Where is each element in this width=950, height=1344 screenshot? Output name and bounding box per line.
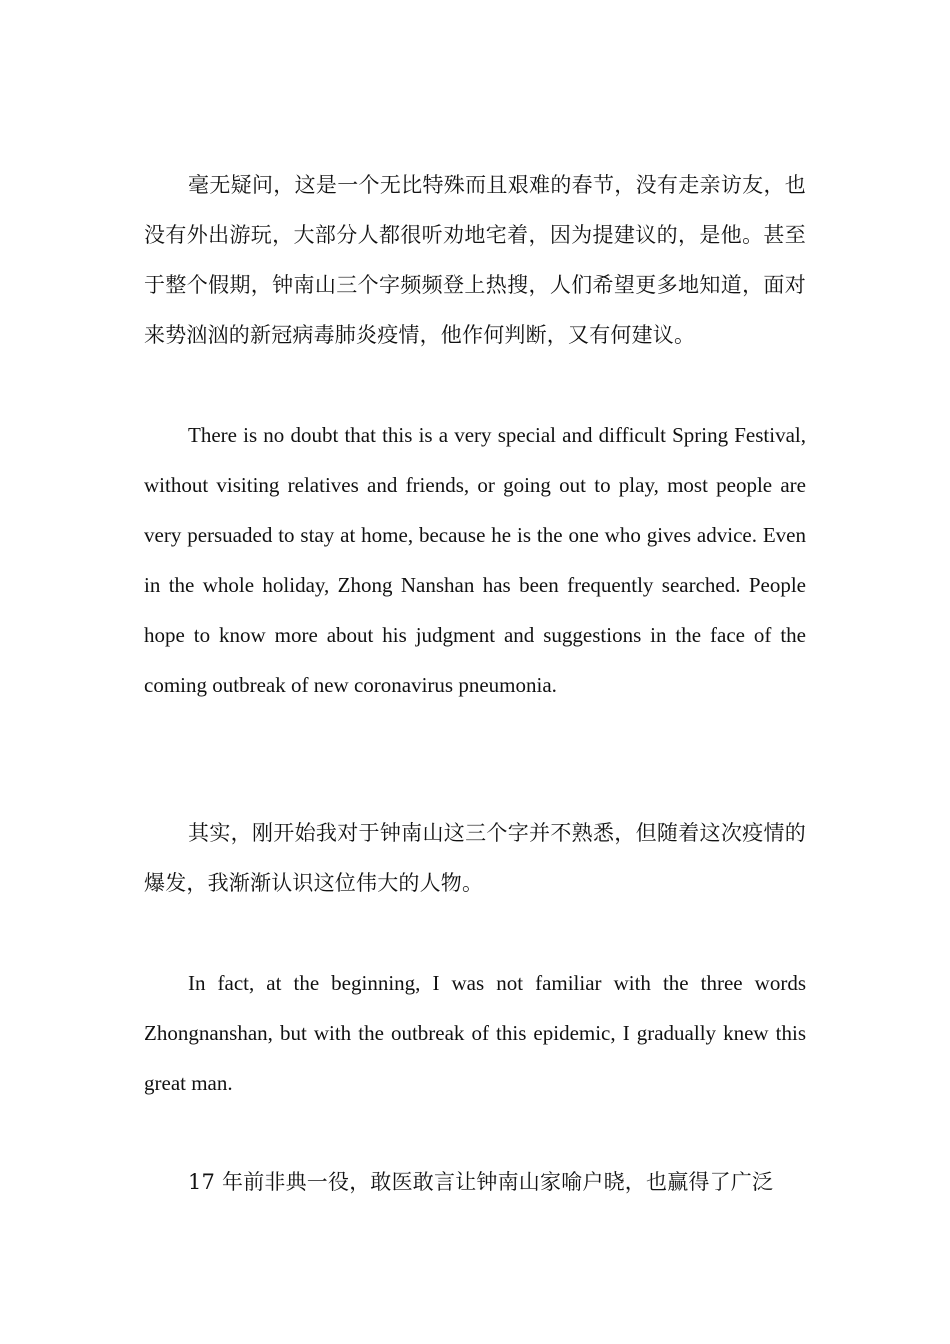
paragraph-en-familiarity: In fact, at the beginning, I was not familiar with the three words Zhongnanshan, but with the outbreak of this epidemic, I gradually knew this great man.	[144, 971, 806, 1095]
paragraph-zh-familiarity: 其实，刚开始我对于钟南山这三个字并不熟悉，但随着这次疫情的爆发，我渐渐认识这位伟大的人物。	[144, 821, 806, 895]
paragraph-zh-intro: 毫无疑问，这是一个无比特殊而且艰难的春节，没有走亲访友，也没有外出游玩，大部分人都很听劝地宅着，因为提建议的，是他。甚至于整个假期，钟南山三个字频频登上热搜，人们希望更多地知道，面对来势汹汹的新冠病毒肺炎疫情，他作何判断，又有何建议。	[144, 173, 806, 347]
paragraph-en-intro: There is no doubt that this is a very special and difficult Spring Festival, without visiting relatives and friends, or going out to play, most people are very persuaded to stay at home, because he is the one who gives advice. Even in the whole holiday, Zhong Nanshan has been frequently searched. People hope to know more about his judgment and suggestions in the face of the coming outbreak of new coronavirus pneumonia.	[144, 423, 806, 697]
paragraph-zh-sars: 17 年前非典一役，敢医敢言让钟南山家喻户晓，也赢得了广泛	[188, 1170, 774, 1194]
